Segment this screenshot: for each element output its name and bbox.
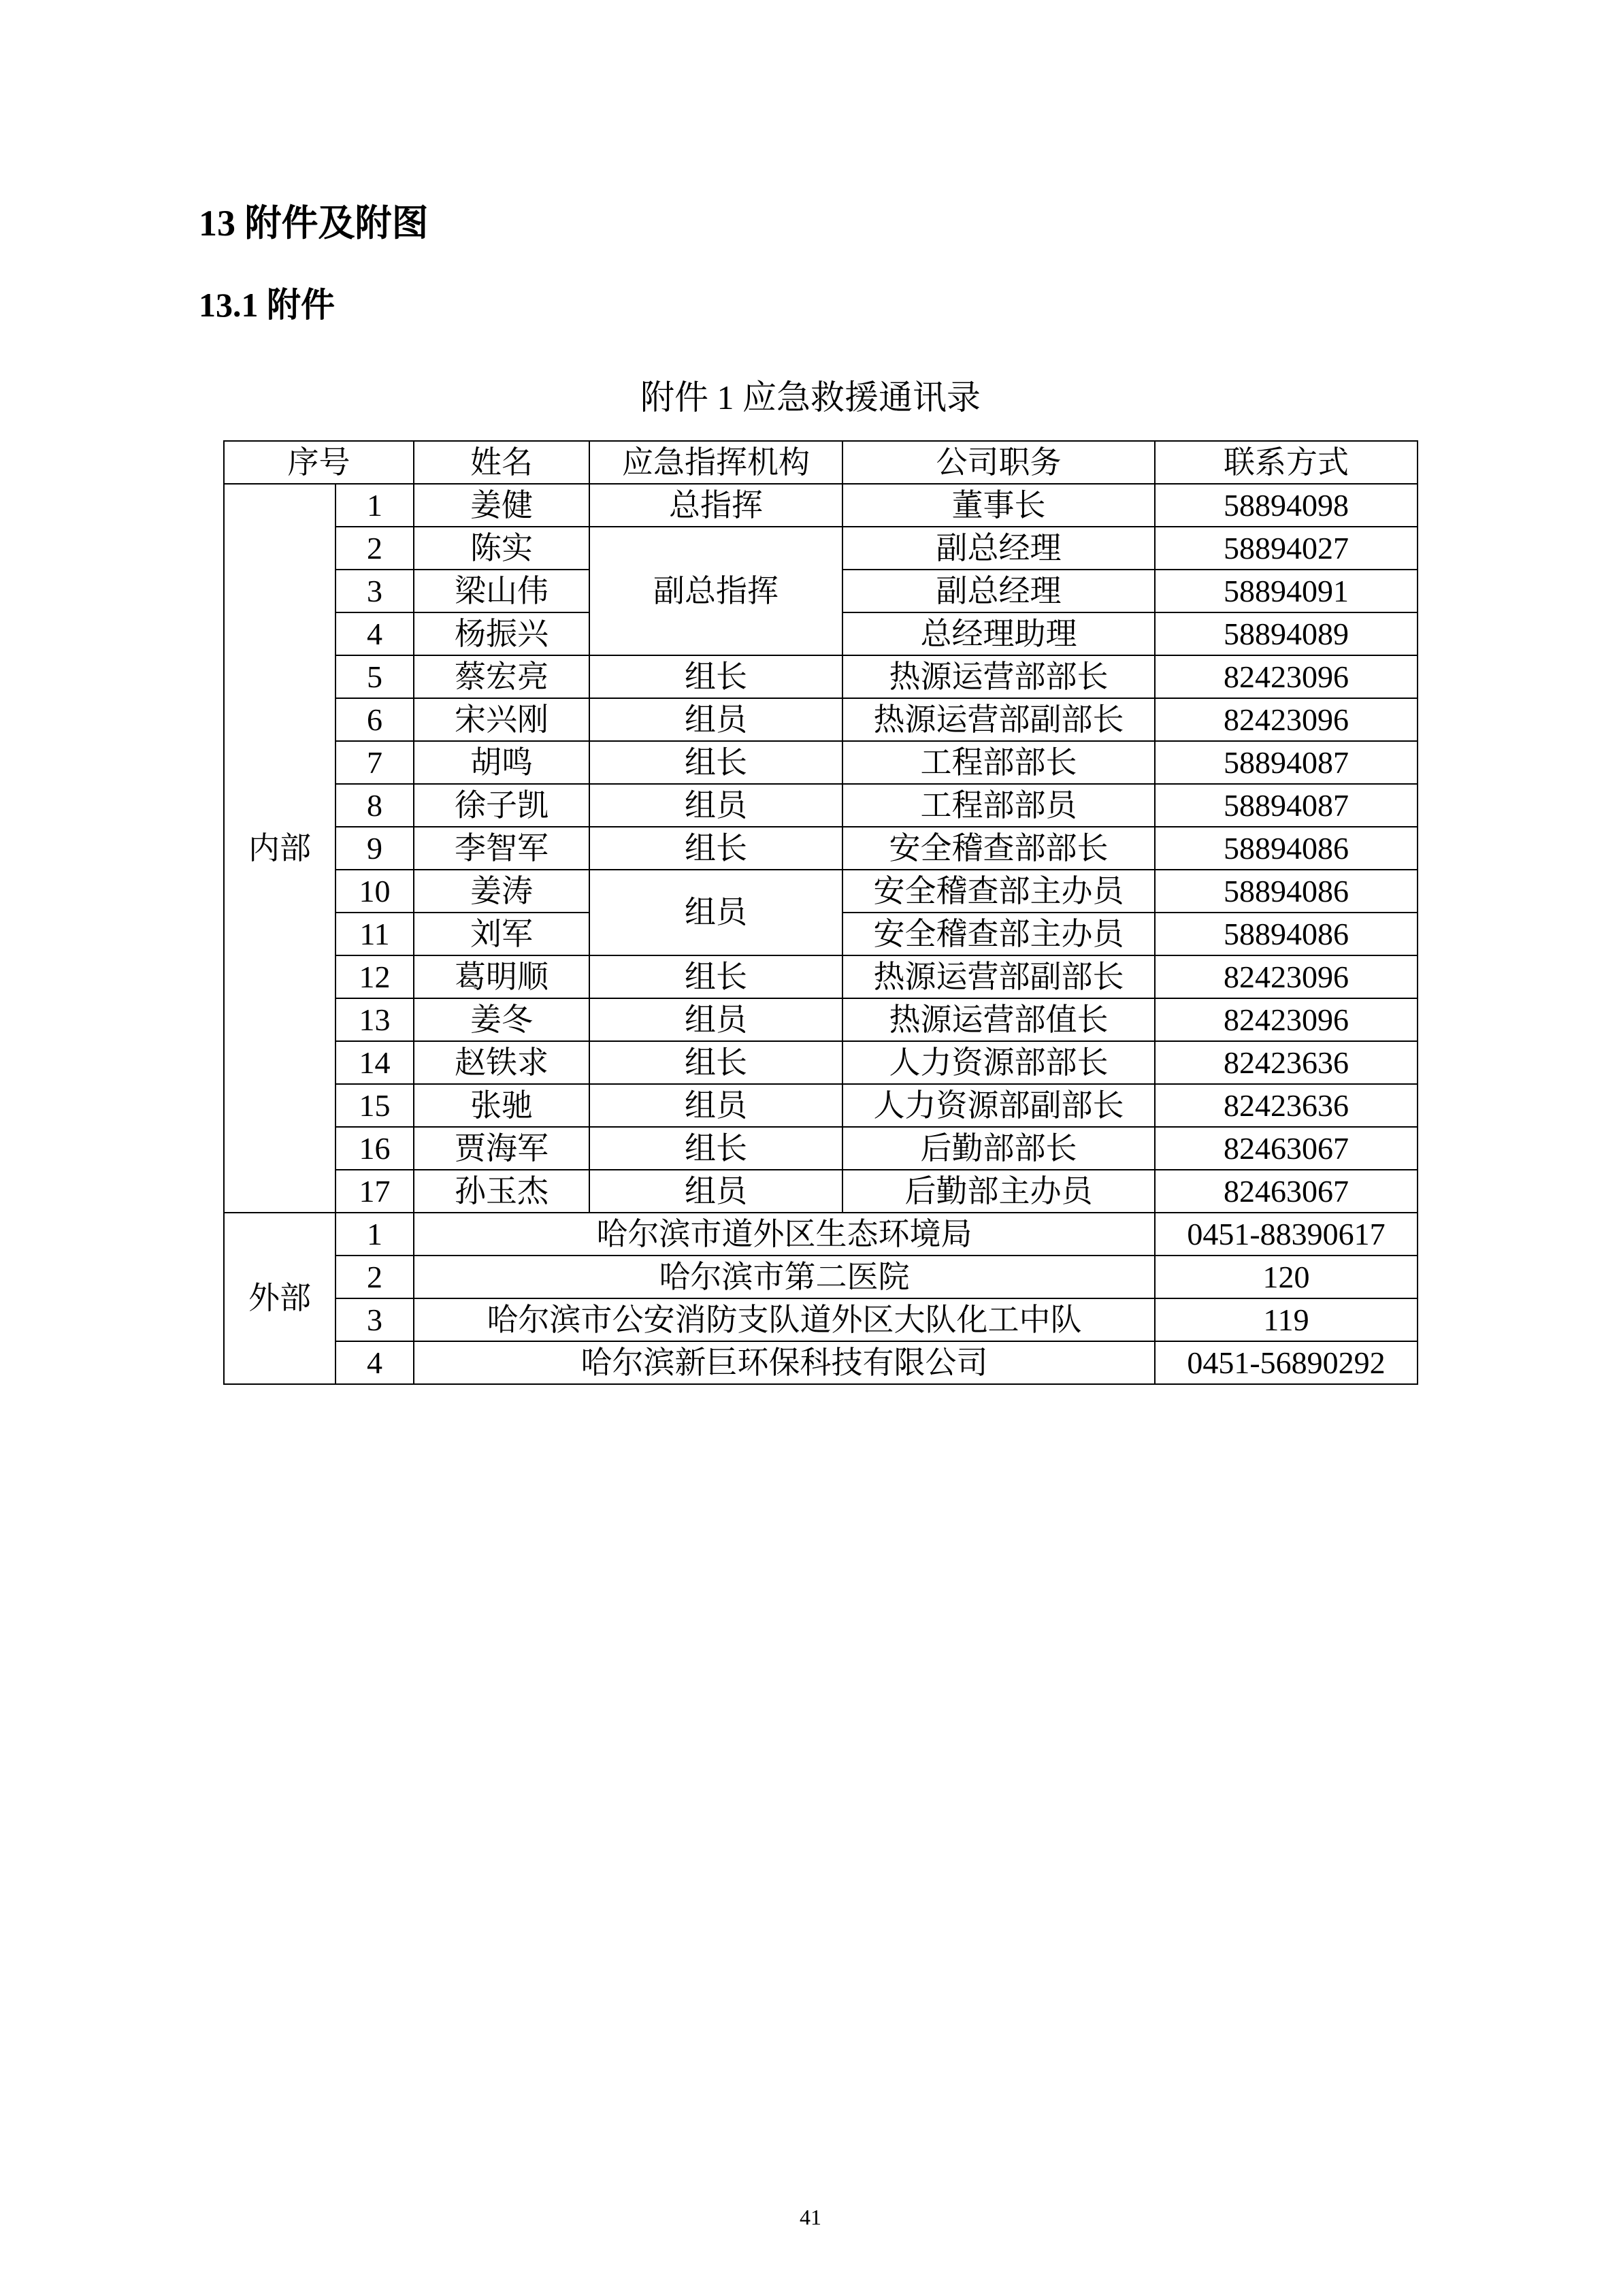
cell-no: 3 (335, 570, 414, 612)
cell-no: 3 (335, 1298, 414, 1341)
table-row (224, 827, 1418, 870)
page-number: 41 (800, 2205, 821, 2229)
cell-no: 15 (335, 1084, 414, 1127)
subsection-heading: 13.1 附件 (199, 286, 335, 324)
cell-name: 姜健 (414, 484, 589, 527)
cell-role: 副总指挥 (589, 527, 842, 655)
cell-title: 人力资源部部长 (842, 1041, 1155, 1084)
cell-title: 热源运营部副部长 (842, 698, 1155, 741)
cell-title: 人力资源部副部长 (842, 1084, 1155, 1127)
cell-role: 组长 (589, 1041, 842, 1084)
cell-phone: 0451-88390617 (1155, 1213, 1418, 1256)
cell-no: 4 (335, 1341, 414, 1384)
cell-no: 5 (335, 655, 414, 698)
cell-role: 组长 (589, 955, 842, 998)
cell-name: 姜涛 (414, 870, 589, 913)
table-row (224, 1341, 1418, 1384)
cell-title: 安全稽查部主办员 (842, 870, 1155, 913)
cell-title: 安全稽查部部长 (842, 827, 1155, 870)
cell-title: 总经理助理 (842, 612, 1155, 655)
cell-name: 赵铁求 (414, 1041, 589, 1084)
table-row (224, 1170, 1418, 1213)
cell-phone: 82423636 (1155, 1041, 1418, 1084)
cell-no: 14 (335, 1041, 414, 1084)
cell-role: 组员 (589, 870, 842, 955)
cell-title: 安全稽查部主办员 (842, 913, 1155, 955)
table-row (224, 870, 1418, 913)
cell-title: 热源运营部副部长 (842, 955, 1155, 998)
cell-phone: 82423096 (1155, 955, 1418, 998)
table-row (224, 1256, 1418, 1298)
cell-role: 组员 (589, 998, 842, 1041)
group-label-external: 外部 (224, 1213, 335, 1384)
header-no: 序号 (224, 441, 414, 484)
cell-org: 哈尔滨市公安消防支队道外区大队化工中队 (414, 1298, 1155, 1341)
cell-name: 贾海军 (414, 1127, 589, 1170)
cell-role: 组长 (589, 655, 842, 698)
cell-role: 组长 (589, 1127, 842, 1170)
table-row (224, 1084, 1418, 1127)
header-phone: 联系方式 (1155, 441, 1418, 484)
cell-name: 姜冬 (414, 998, 589, 1041)
cell-no: 8 (335, 784, 414, 827)
cell-phone: 58894098 (1155, 484, 1418, 527)
cell-phone: 82423636 (1155, 1084, 1418, 1127)
cell-no: 13 (335, 998, 414, 1041)
cell-phone: 58894086 (1155, 870, 1418, 913)
group-label-internal: 内部 (224, 484, 335, 1213)
cell-phone: 58894027 (1155, 527, 1418, 570)
table-row (224, 784, 1418, 827)
cell-no: 1 (335, 484, 414, 527)
cell-name: 蔡宏亮 (414, 655, 589, 698)
cell-no: 7 (335, 741, 414, 784)
table-header-row (224, 441, 1418, 484)
cell-title: 热源运营部部长 (842, 655, 1155, 698)
cell-title: 后勤部主办员 (842, 1170, 1155, 1213)
cell-phone: 58894087 (1155, 784, 1418, 827)
cell-name: 胡鸣 (414, 741, 589, 784)
table-caption: 附件 1 应急救援通讯录 (640, 378, 981, 416)
cell-role: 组员 (589, 1084, 842, 1127)
cell-no: 1 (335, 1213, 414, 1256)
cell-org: 哈尔滨新巨环保科技有限公司 (414, 1341, 1155, 1384)
cell-no: 10 (335, 870, 414, 913)
cell-no: 17 (335, 1170, 414, 1213)
cell-phone: 120 (1155, 1256, 1418, 1298)
cell-phone: 82463067 (1155, 1170, 1418, 1213)
cell-role: 组员 (589, 698, 842, 741)
cell-phone: 82423096 (1155, 698, 1418, 741)
cell-role: 组长 (589, 827, 842, 870)
table-row (224, 698, 1418, 741)
cell-no: 2 (335, 1256, 414, 1298)
table-row (224, 998, 1418, 1041)
header-role: 应急指挥机构 (589, 441, 842, 484)
table-row (224, 955, 1418, 998)
cell-phone: 82423096 (1155, 998, 1418, 1041)
cell-name: 徐子凯 (414, 784, 589, 827)
table-row (224, 1127, 1418, 1170)
cell-name: 刘军 (414, 913, 589, 955)
cell-title: 副总经理 (842, 527, 1155, 570)
header-title: 公司职务 (842, 441, 1155, 484)
cell-phone: 82423096 (1155, 655, 1418, 698)
cell-role: 组长 (589, 741, 842, 784)
cell-name: 孙玉杰 (414, 1170, 589, 1213)
cell-role: 组员 (589, 784, 842, 827)
cell-phone: 58894087 (1155, 741, 1418, 784)
cell-phone: 82463067 (1155, 1127, 1418, 1170)
cell-phone: 58894086 (1155, 827, 1418, 870)
cell-org: 哈尔滨市第二医院 (414, 1256, 1155, 1298)
cell-no: 12 (335, 955, 414, 998)
table-row (224, 1213, 1418, 1256)
cell-phone: 0451-56890292 (1155, 1341, 1418, 1384)
cell-role: 总指挥 (589, 484, 842, 527)
cell-title: 工程部部员 (842, 784, 1155, 827)
cell-no: 4 (335, 612, 414, 655)
table-row (224, 484, 1418, 527)
cell-name: 张驰 (414, 1084, 589, 1127)
cell-phone: 58894086 (1155, 913, 1418, 955)
table-row (224, 655, 1418, 698)
table-row (224, 527, 1418, 570)
cell-no: 6 (335, 698, 414, 741)
cell-title: 热源运营部值长 (842, 998, 1155, 1041)
cell-no: 9 (335, 827, 414, 870)
cell-title: 副总经理 (842, 570, 1155, 612)
cell-name: 宋兴刚 (414, 698, 589, 741)
cell-name: 李智军 (414, 827, 589, 870)
table-row (224, 741, 1418, 784)
cell-name: 陈实 (414, 527, 589, 570)
cell-phone: 58894091 (1155, 570, 1418, 612)
header-name: 姓名 (414, 441, 589, 484)
cell-org: 哈尔滨市道外区生态环境局 (414, 1213, 1155, 1256)
cell-name: 杨振兴 (414, 612, 589, 655)
cell-no: 2 (335, 527, 414, 570)
emergency-contacts-table (223, 440, 1418, 1385)
cell-role: 组员 (589, 1170, 842, 1213)
cell-name: 梁山伟 (414, 570, 589, 612)
cell-title: 工程部部长 (842, 741, 1155, 784)
cell-no: 16 (335, 1127, 414, 1170)
cell-title: 董事长 (842, 484, 1155, 527)
cell-name: 葛明顺 (414, 955, 589, 998)
cell-phone: 119 (1155, 1298, 1418, 1341)
cell-phone: 58894089 (1155, 612, 1418, 655)
table-row (224, 1298, 1418, 1341)
cell-title: 后勤部部长 (842, 1127, 1155, 1170)
section-heading: 13 附件及附图 (199, 203, 429, 244)
cell-no: 11 (335, 913, 414, 955)
table-row (224, 1041, 1418, 1084)
